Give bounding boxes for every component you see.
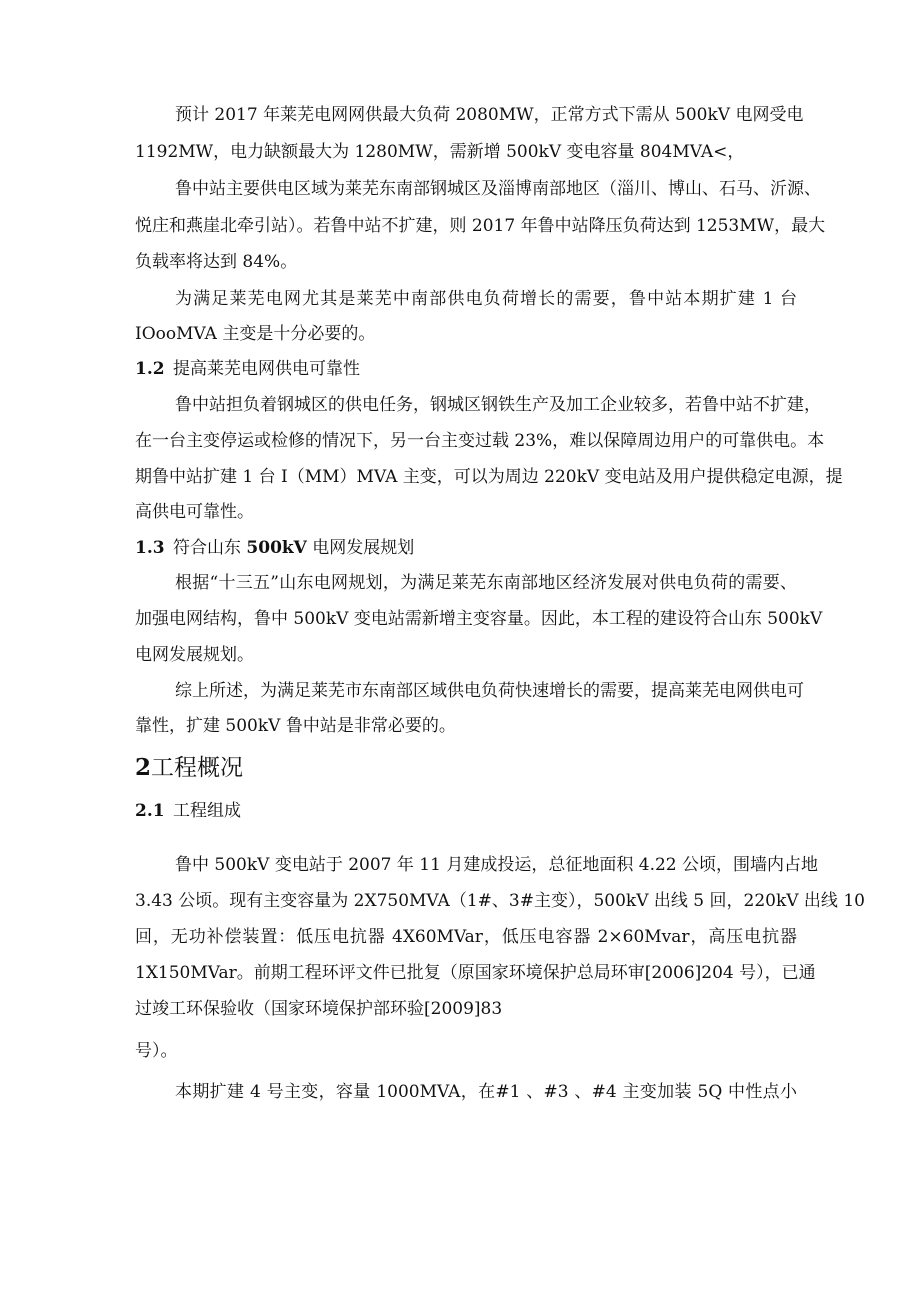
section-number: 1.3 <box>135 538 165 558</box>
paragraph-4-line-1: 鲁中站担负着钢城区的供电任务，钢城区钢铁生产及加工企业较多，若鲁中站不扩建， <box>175 395 821 415</box>
paragraph-4-line-4: 高供电可靠性。 <box>135 502 254 522</box>
section-heading-1-2 <box>135 357 360 381</box>
chapter-number: 2 <box>135 754 152 781</box>
paragraph-2-line-3: 负载率将达到 84%。 <box>135 252 298 272</box>
section-heading-2-1 <box>135 799 241 823</box>
paragraph-1-line-1: 预计 2017 年莱芜电网网供最大负荷 2080MW，正常方式下需从 500kV 电网受电 <box>175 105 804 125</box>
paragraph-1-line-2: 1192MW，电力缺额最大为 1280MW，需新增 500kV 变电容量 804MVA<， <box>135 142 745 162</box>
paragraph-4-line-3: 期鲁中站扩建 1 台 I（MM）MVA 主变，可以为周边 220kV 变电站及用户提供稳定电源，提 <box>135 467 843 487</box>
section-title: 工程组成 <box>173 801 241 821</box>
paragraph-7-line-6: 号）。 <box>135 1041 178 1061</box>
title-part: 电网发展规划 <box>306 538 415 558</box>
paragraph-2-line-1: 鲁中站主要供电区域为莱芜东南部钢城区及淄博南部地区（淄川、博山、石马、沂源、 <box>175 179 821 199</box>
paragraph-7-line-2: 3.43 公顷。现有主变容量为 2X750MVA（1#、3#主变），500kV 出线 5 回，220kV 出线 10 <box>135 891 865 911</box>
paragraph-3-line-1: 为满足莱芜电网尤其是莱芜中南部供电负荷增长的需要，鲁中站本期扩建 1 台 <box>175 289 797 309</box>
paragraph-2-line-2: 悦庄和燕崖北牵引站）。若鲁中站不扩建，则 2017 年鲁中站降压负荷达到 1253MW，最大 <box>135 216 826 236</box>
section-heading-1-3 <box>135 536 414 560</box>
section-title <box>173 538 414 558</box>
section-number: 2.1 <box>135 801 165 821</box>
paragraph-7-line-5: 过竣工环保验收（国家环境保护部环验[2009]83 <box>135 999 503 1019</box>
title-part: 符合山东 <box>173 538 247 558</box>
paragraph-6-line-1: 综上所述，为满足莱芜市东南部区域供电负荷快速增长的需要，提高莱芜电网供电可 <box>175 681 804 701</box>
paragraph-7-line-1: 鲁中 500kV 变电站于 2007 年 11 月建成投运，总征地面积 4.22 公顷，围墙内占地 <box>175 855 819 875</box>
paragraph-3-line-2: IOooMVA 主变是十分必要的。 <box>135 324 376 344</box>
section-title: 提高莱芜电网供电可靠性 <box>173 359 360 379</box>
paragraph-5-line-2: 加强电网结构，鲁中 500kV 变电站需新增主变容量。因此，本工程的建设符合山东 500kV <box>135 609 823 629</box>
paragraph-4-line-2: 在一台主变停运或检修的情况下，另一台主变过载 23%，难以保障周边用户的可靠供电。本 <box>135 431 825 451</box>
paragraph-8-line-1: 本期扩建 4 号主变，容量 1000MVA，在#1 、#3 、#4 主变加装 5Q 中性点小 <box>175 1082 797 1102</box>
chapter-title: 工程概况 <box>151 755 244 781</box>
title-part-bold: 500kV <box>246 538 307 558</box>
paragraph-7-line-3: 回，无功补偿装置：低压电抗器 4X60MVar，低压电容器 2×60Mvar，高压电抗器 <box>135 927 797 947</box>
paragraph-5-line-1: 根据“十三五”山东电网规划，为满足莱芜东南部地区经济发展对供电负荷的需要、 <box>175 573 797 593</box>
paragraph-5-line-3: 电网发展规划。 <box>135 645 254 665</box>
section-number: 1.2 <box>135 359 165 379</box>
chapter-heading-2 <box>135 753 243 783</box>
paragraph-6-line-2: 靠性，扩建 500kV 鲁中站是非常必要的。 <box>135 716 456 736</box>
paragraph-7-line-4: 1X150MVar。前期工程环评文件已批复（原国家环境保护总局环审[2006]204 号），已通 <box>135 963 816 983</box>
